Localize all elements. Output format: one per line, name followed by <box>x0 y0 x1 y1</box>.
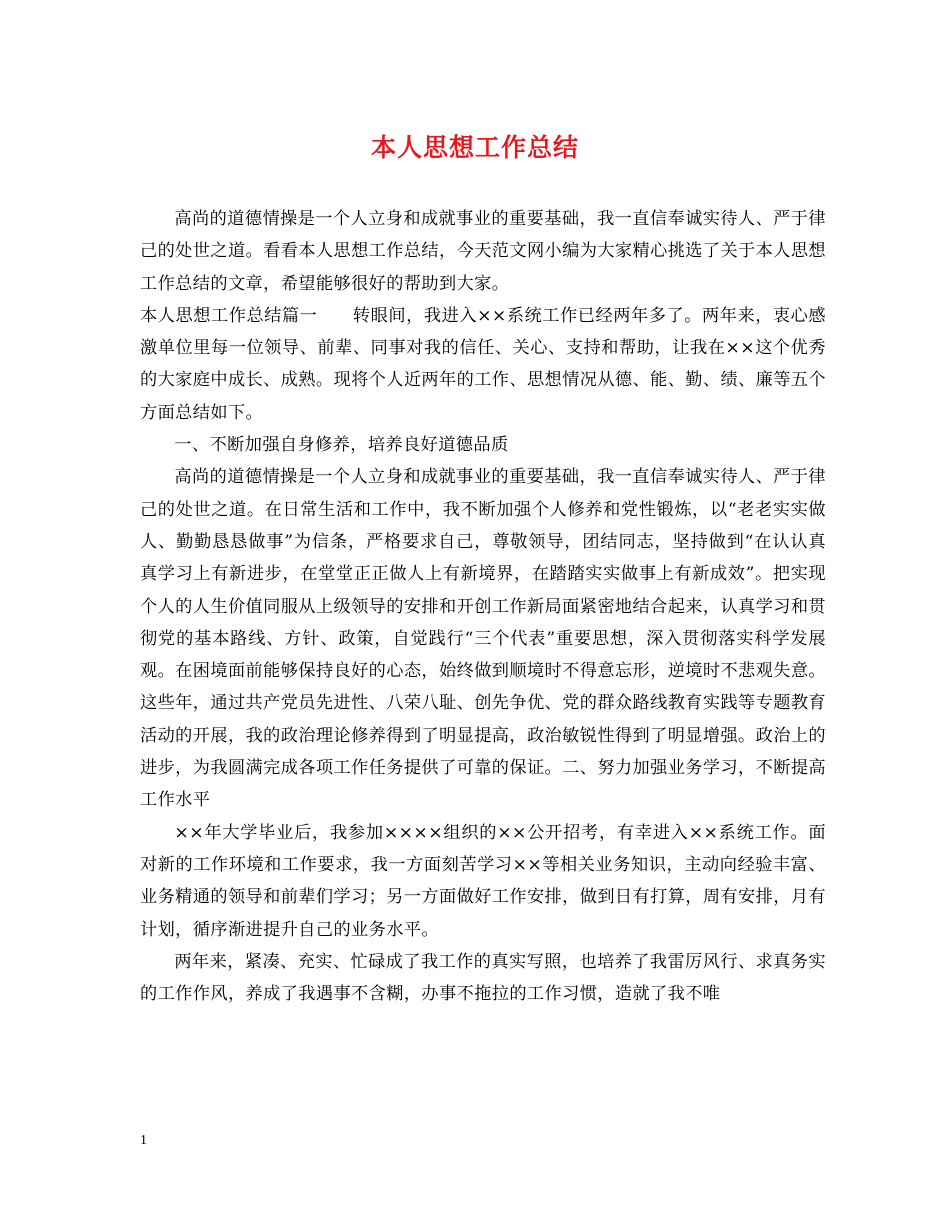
paragraph-intro: 高尚的道德情操是一个人立身和成就事业的重要基础，我一直信奉诚实待人、严于律己的处世之道。看看本人思想工作总结，今天范文网小编为大家精心挑选了关于本人思想工作总结的文章，希望能够很好的帮助到大家。 <box>140 209 826 294</box>
paragraph-business-study: ××年大学毕业后，我参加××××组织的××公开招考，有幸进入××系统工作。面对新的工作环境和工作要求，我一方面刻苦学习××等相关业务知识，主动向经验丰富、业务精通的领导和前辈们学习；另一方面做好工作安排，做到日有打算，周有安排，月有计划，循序渐进提升自己的业务水平。 <box>140 822 826 940</box>
section-heading-moral-cultivation: 一、不断加强自身修养，培养良好道德品质 <box>174 435 509 456</box>
document-title: 本人思想工作总结 <box>370 133 579 162</box>
page-number: 1 <box>140 1133 147 1148</box>
paragraph-work-style: 两年来，紧凑、充实、忙碌成了我工作的真实写照，也培养了我雷厉风行、求真务实的工作作风，养成了我遇事不含糊，办事不拖拉的工作习惯，造就了我不唯 <box>140 951 826 1005</box>
paragraph-section-one-opening: 本人思想工作总结篇一 转眼间，我进入××系统工作已经两年多了。两年来，衷心感激单位里每一位领导、前辈、同事对我的信任、关心、支持和帮助，让我在××这个优秀的大家庭中成长、成熟。现将个人近两年的工作、思想情况从德、能、勤、绩、廉等五个方面总结如下。 <box>140 305 826 423</box>
document-body <box>140 203 826 1010</box>
paragraph-moral-cultivation: 高尚的道德情操是一个人立身和成就事业的重要基础，我一直信奉诚实待人、严于律己的处世之道。在日常生活和工作中，我不断加强个人修养和党性锻炼，以“老老实实做人、勤勤恳恳做事”为信条，严格要求自己，尊敬领导，团结同志，坚持做到“在认认真真学习上有新进步，在堂堂正正做人上有新境界，在踏踏实实做事上有新成效”。把实现个人的人生价值同服从上级领导的安排和开创工作新局面紧密地结合起来，认真学习和贯彻党的基本路线、方针、政策，自觉践行“三个代表”重要思想，深入贯彻落实科学发展观。在困境面前能够保持良好的心态，始终做到顺境时不得意忘形，逆境时不悲观失意。这些年，通过共产党员先进性、八荣八耻、创先争优、党的群众路线教育实践等专题教育活动的开展，我的政治理论修养得到了明显提高，政治敏锐性得到了明显增强。政治上的进步，为我圆满完成各项工作任务提供了可靠的保证。二、努力加强业务学习，不断提高工作水平 <box>140 467 826 811</box>
